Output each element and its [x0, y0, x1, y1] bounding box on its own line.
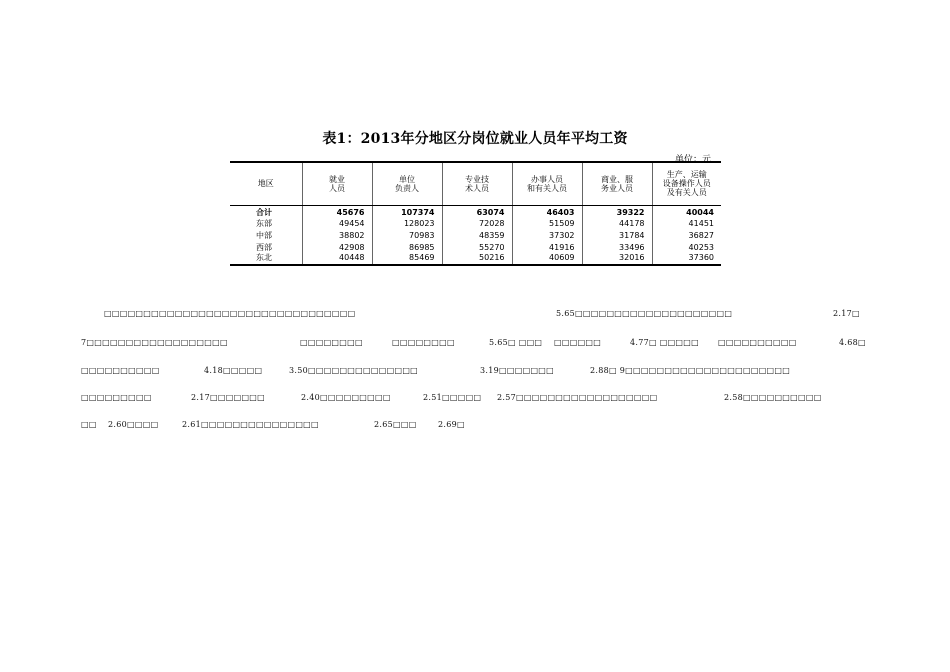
cell-value: 48359 — [442, 229, 512, 241]
cell-value: 107374 — [372, 205, 442, 217]
body-text-segment: □□□□□□□□□□□□□□□□□□□□□□□□□□□□□□□□ — [104, 309, 356, 318]
cell-value: 42908 — [302, 241, 372, 253]
header-commerce-service: 商业、服 务业人员 — [582, 162, 652, 205]
cell-value: 55270 — [442, 241, 512, 253]
body-text-segment: 4.77□ □□□□□ — [630, 338, 700, 347]
header-region: 地区 — [230, 162, 302, 205]
row-region: 合计 — [230, 205, 302, 217]
cell-value: 85469 — [372, 253, 442, 265]
cell-value: 72028 — [442, 217, 512, 229]
body-text-segment: 2.60□□□□ — [108, 420, 159, 429]
table-row-total — [230, 205, 721, 217]
cell-value: 51509 — [512, 217, 582, 229]
body-text-segment: 2.17□□□□□□□ — [191, 393, 266, 402]
body-text-segment: 2.40□□□□□□□□□ — [301, 393, 391, 402]
body-text-segment: 2.88□ 9□□□□□□□□□□□□□□□□□□□□□ — [590, 366, 791, 375]
cell-value: 39322 — [582, 205, 652, 217]
body-text-segment: 2.58□□□□□□□□□□ — [724, 393, 822, 402]
body-text-segment: 4.68□ — [839, 338, 866, 347]
header-unit-heads: 单位 负责人 — [372, 162, 442, 205]
cell-value: 32016 — [582, 253, 652, 265]
cell-value: 38802 — [302, 229, 372, 241]
body-text-segment: 7□□□□□□□□□□□□□□□□□□ — [81, 338, 228, 347]
header-clerical-staff: 办事人员 和有关人员 — [512, 162, 582, 205]
body-text-segment: □□□□□□□□ — [392, 338, 455, 347]
body-text-segment: □□ — [81, 420, 97, 429]
cell-value: 40044 — [686, 207, 714, 217]
cell-value: 41916 — [512, 241, 582, 253]
cell-value: 33496 — [582, 241, 652, 253]
table-row — [230, 253, 721, 265]
header-production-transport: 生产、运输 设备操作人员 及有关人员 — [652, 162, 721, 205]
cell-value: 45676 — [302, 205, 372, 217]
cell-value: 128023 — [372, 217, 442, 229]
cell-value: 70983 — [372, 229, 442, 241]
cell-value: 40448 — [302, 253, 372, 265]
row-region: 中部 — [230, 229, 302, 241]
body-text-segment: 4.18□□□□□ — [204, 366, 263, 375]
body-text-segment: □□□□□□□□ — [300, 338, 363, 347]
document-title: 表1：2013年分地区分岗位就业人员年平均工资 — [322, 131, 628, 147]
body-text-segment: □□□□□□□□□□ — [718, 338, 797, 347]
row-region: 东北 — [230, 253, 302, 265]
body-text-segment: 2.61□□□□□□□□□□□□□□□ — [182, 420, 319, 429]
table-row — [230, 241, 721, 253]
cell-value: 63074 — [442, 205, 512, 217]
unit-label: 单位：元 — [675, 155, 712, 165]
cell-value: 40609 — [512, 253, 582, 265]
cell-value: 49454 — [302, 217, 372, 229]
cell-value: 31784 — [582, 229, 652, 241]
header-professional-technical: 专业技 术人员 — [442, 162, 512, 205]
body-text-segment: 2.57□□□□□□□□□□□□□□□□□□ — [497, 393, 658, 402]
body-text-segment: 3.50□□□□□□□□□□□□□□ — [289, 366, 419, 375]
cell-value: 44178 — [582, 217, 652, 229]
wage-table — [230, 161, 721, 266]
row-region: 东部 — [230, 217, 302, 229]
body-text-segment: □□□□□□□□□□ — [81, 366, 160, 375]
table-header-row — [230, 162, 721, 205]
row-region: 西部 — [230, 241, 302, 253]
cell-value: 86985 — [372, 241, 442, 253]
body-text-segment: 2.51□□□□□ — [423, 393, 482, 402]
body-text-segment: 2.17□ — [833, 309, 860, 318]
cell-value: 37302 — [512, 229, 582, 241]
body-text-segment: 5.65□ □□□ — [489, 338, 543, 347]
cell-value: 36827 — [688, 230, 714, 240]
body-text-segment: 2.65□□□ — [374, 420, 417, 429]
body-text-segment: □□□□□□□□□ — [81, 393, 152, 402]
cell-value: 41451 — [688, 218, 714, 228]
cell-value: 40253 — [688, 242, 714, 252]
cell-value: 50216 — [442, 253, 512, 265]
body-text-segment: □□□□□□ — [554, 338, 602, 347]
cell-value: 37360 — [652, 253, 721, 265]
table-row — [230, 229, 721, 241]
body-text-segment: 3.19□□□□□□□ — [480, 366, 555, 375]
header-employed-persons: 就业 人员 — [302, 162, 372, 205]
body-text-segment: 5.65□□□□□□□□□□□□□□□□□□□□ — [556, 309, 733, 318]
body-text-segment: 2.69□ — [438, 420, 465, 429]
table-row — [230, 217, 721, 229]
cell-value: 46403 — [512, 205, 582, 217]
